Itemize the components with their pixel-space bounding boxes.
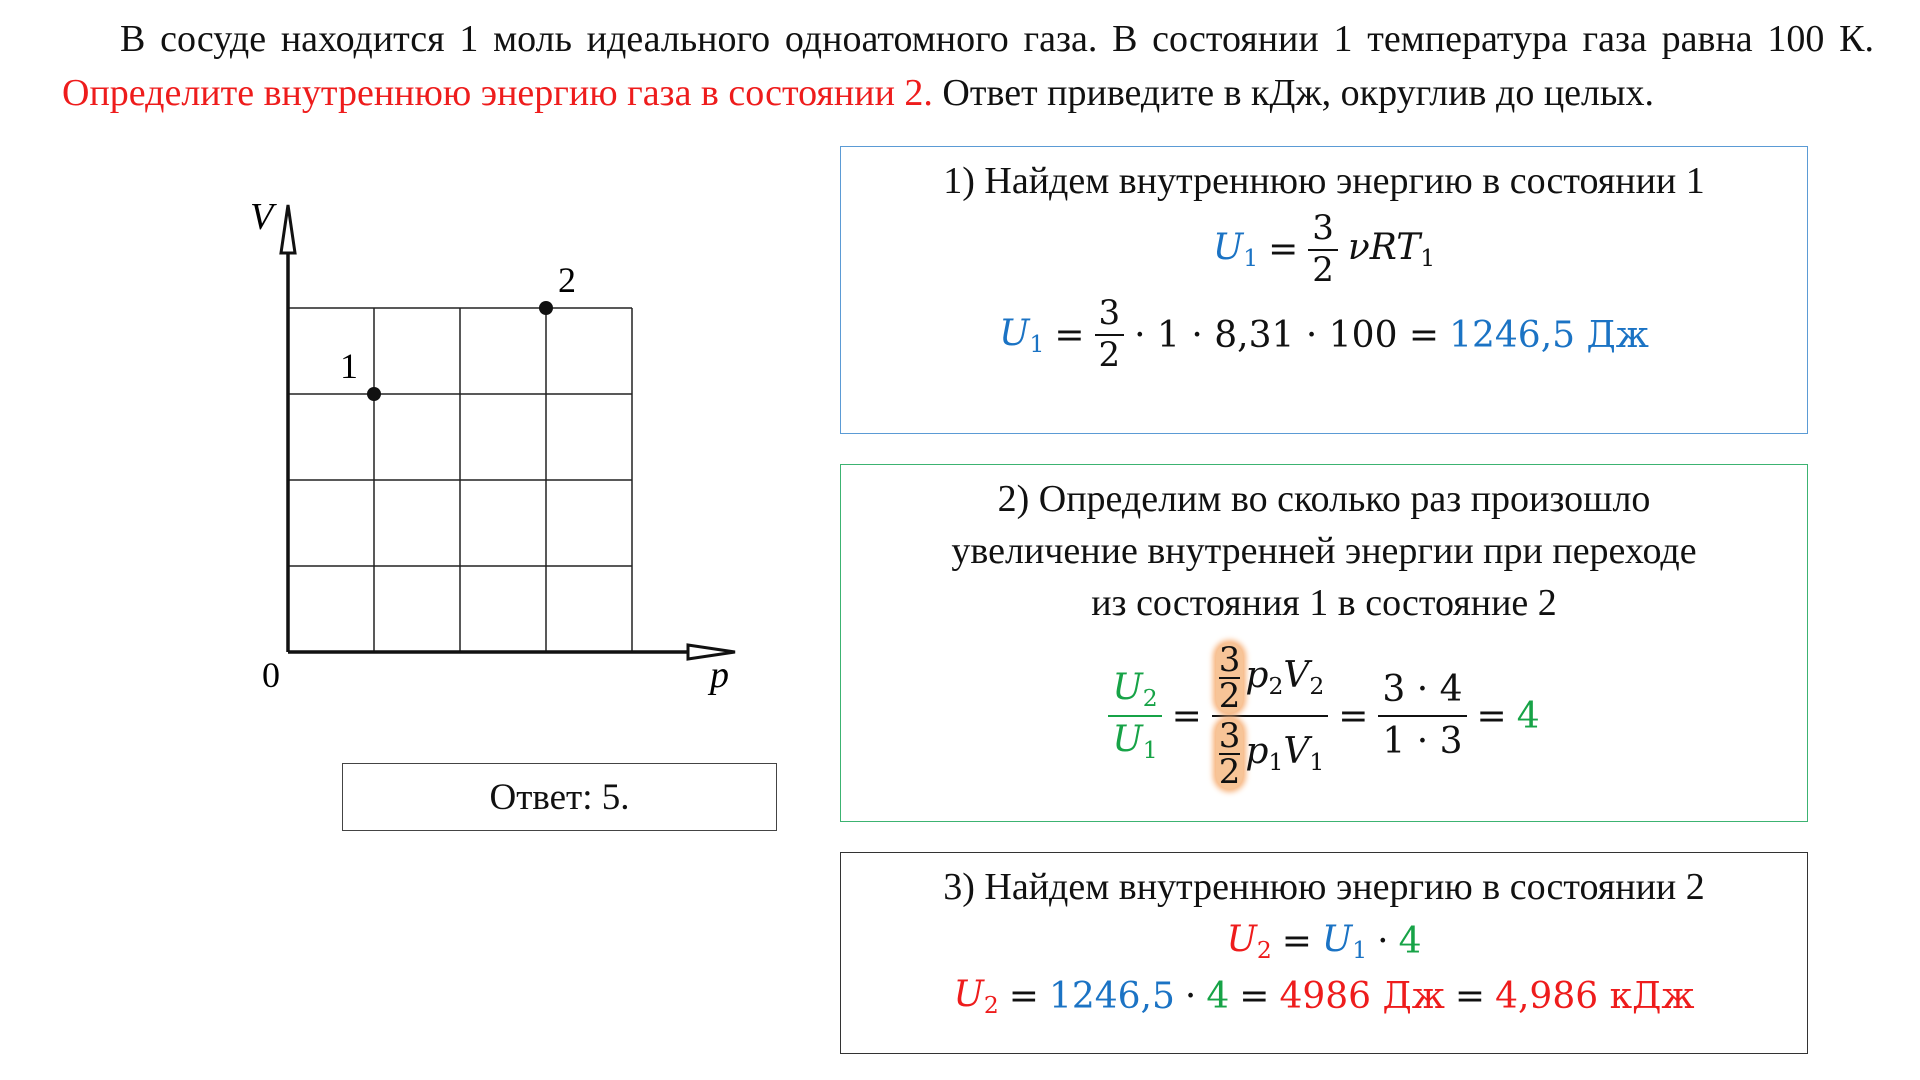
step2-box: [840, 464, 1808, 822]
step3-f1-u1: $U_1$: [1321, 919, 1368, 965]
step3-f2-factor: 4: [1206, 976, 1230, 1018]
step3-formula: [841, 919, 1807, 964]
step3-f2-kilojoules: 4,986 кДж: [1495, 976, 1695, 1018]
step2-eq1: =: [1171, 695, 1202, 737]
problem-statement: [62, 12, 1874, 120]
step2-heading-line1: 2) Определим во сколько раз произошло: [997, 478, 1651, 520]
step2-heading-line3: из состояния 1 в состояние 2: [1091, 582, 1557, 624]
step3-f2-eq2: =: [1239, 976, 1270, 1018]
step1-f1-fraction: $\frac{3}{2}$: [1308, 211, 1338, 288]
state-2-point: [539, 301, 553, 315]
problem-question: Определите внутреннюю энергию газа в состоянии 2.: [62, 72, 933, 114]
state-1-point: [367, 387, 381, 401]
step1-formula: [841, 208, 1807, 290]
step3-f2-eq: =: [1008, 976, 1039, 1018]
answer-box: Ответ: 5.: [342, 763, 777, 831]
step2-result: 4: [1516, 695, 1540, 737]
step3-f1-factor: 4: [1398, 921, 1422, 962]
step3-f2-joules: 4986 Дж: [1279, 976, 1445, 1018]
step2-eq3: =: [1476, 695, 1507, 737]
step2-big-fraction: 3 2 $p_2V_2$ 3 2 $p_1V_1$: [1212, 643, 1328, 789]
state-2-label: 2: [558, 260, 576, 300]
step1-f1-rhs: νRT$_1$: [1347, 227, 1436, 273]
step3-f1-eq: =: [1281, 921, 1312, 962]
step1-f2-result: 1246,5 Дж: [1449, 314, 1649, 356]
step1-f2-lhs: $U_1$: [999, 312, 1045, 358]
step1-f1-eq: =: [1268, 229, 1299, 271]
step1-f2-eq: =: [1054, 314, 1085, 356]
v-axis-arrow: [281, 205, 295, 253]
problem-instruction: Ответ приведите в кДж, округлив до целых.: [942, 72, 1655, 114]
step3-heading: 3) Найдем внутреннюю энергию в состоянии 2: [943, 866, 1705, 908]
step3-f1-dot: ·: [1377, 921, 1389, 962]
step3-f2-dot: ·: [1184, 976, 1197, 1018]
step3-box: [840, 852, 1808, 1054]
step1-f2-mid: · 1 · 8,31 · 100 =: [1134, 314, 1440, 356]
step2-highlight-bottom: 3 2: [1216, 719, 1244, 789]
step1-f1-lhs: $U_1$: [1212, 227, 1259, 273]
state-1-label: 1: [340, 346, 358, 386]
step3-f1-lhs: $U_2$: [1226, 919, 1272, 965]
step2-ratio: $\frac{U_2}{U_1}$: [1108, 669, 1161, 762]
pv-graph: [230, 195, 770, 715]
origin-label: 0: [262, 655, 280, 695]
step2-ratio-formula: [841, 640, 1807, 792]
step2-eq2: =: [1338, 695, 1369, 737]
step2-highlight-top: 3 2: [1216, 643, 1244, 713]
step2-heading-line2: увеличение внутренней энергии при переходе: [951, 530, 1697, 572]
v-axis-label: V: [250, 196, 274, 238]
problem-intro: В сосуде находится 1 моль идеального одноатомного газа. В состоянии 1 температура газа равна 100 К.: [120, 18, 1874, 60]
step3-calculation: [841, 974, 1807, 1019]
step3-f2-lhs: $U_2$: [953, 974, 999, 1020]
step2-numeric-fraction: $\frac{3 \cdot 4}{1 \cdot 3}$: [1378, 671, 1466, 761]
step1-box: [840, 146, 1808, 434]
step1-heading: 1) Найдем внутреннюю энергию в состоянии 1: [943, 160, 1705, 202]
step3-f2-eq3: =: [1454, 976, 1486, 1018]
p-axis-label: p: [710, 654, 729, 696]
step1-f2-fraction: $\frac{3}{2}$: [1095, 296, 1125, 373]
step1-calculation: [841, 293, 1807, 376]
step3-f2-u1val: 1246,5: [1048, 976, 1175, 1018]
